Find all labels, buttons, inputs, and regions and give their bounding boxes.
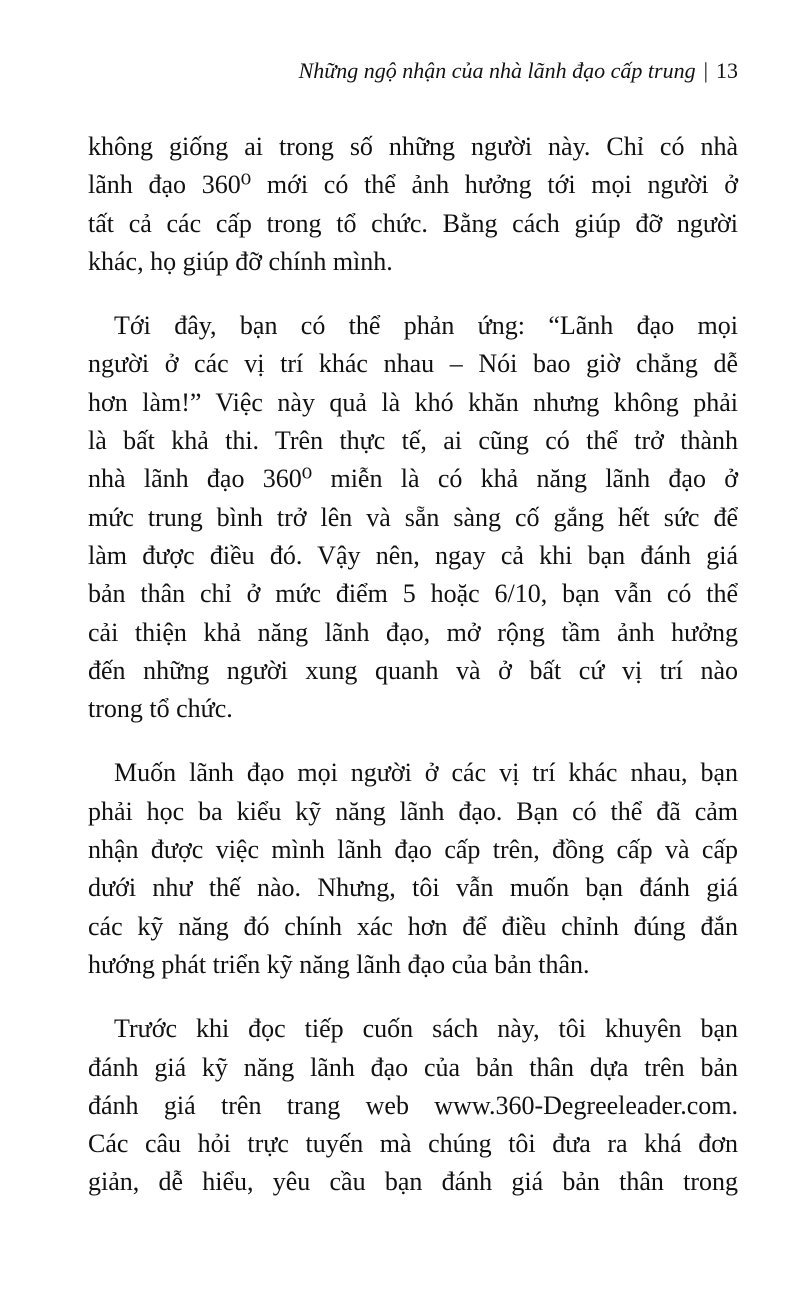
header-separator: | (703, 58, 708, 83)
text-line: Các câu hỏi trực tuyến mà chúng tôi đưa ra khá đơn (88, 1129, 738, 1159)
text-line: khác, họ giúp đỡ chính mình. (88, 246, 393, 276)
text-line: đánh giá trên trang web www.360-Degreeleader.com. (88, 1090, 738, 1120)
text-line: người ở các vị trí khác nhau – Nói bao giờ chẳng dễ (88, 349, 738, 379)
running-header (299, 58, 738, 84)
text-line: bản thân chỉ ở mức điểm 5 hoặc 6/10, bạn vẫn có thể (88, 579, 738, 609)
paragraph (88, 307, 738, 728)
paragraph (88, 754, 738, 984)
text-line: không giống ai trong số những người này. Chỉ có nhà (88, 132, 738, 161)
page-number: 13 (716, 58, 738, 83)
text-line: là bất khả thi. Trên thực tế, ai cũng có thể trở thành (88, 426, 738, 456)
running-title: Những ngộ nhận của nhà lãnh đạo cấp trung (298, 58, 696, 83)
text-line: phải học ba kiểu kỹ năng lãnh đạo. Bạn có thể đã cảm (88, 796, 738, 826)
text-line: dưới như thế nào. Nhưng, tôi vẫn muốn bạn đánh giá (88, 873, 738, 903)
text-line: trong tổ chức. (88, 694, 233, 724)
text-line: đánh giá kỹ năng lãnh đạo của bản thân dựa trên bản (88, 1052, 738, 1082)
text-line: giản, dễ hiểu, yêu cầu bạn đánh giá bản thân trong (88, 1167, 738, 1197)
text-line: nhà lãnh đạo 360⁰ miễn là có khả năng lãnh đạo ở (88, 464, 738, 494)
paragraph (88, 1010, 738, 1201)
text-line: hơn làm!” Việc này quả là khó khăn nhưng không phải (88, 387, 738, 417)
text-line: nhận được việc mình lãnh đạo cấp trên, đồng cấp và cấp (88, 835, 738, 865)
text-line: các kỹ năng đó chính xác hơn để điều chỉnh đúng đắn (88, 911, 738, 941)
text-line: hướng phát triển kỹ năng lãnh đạo của bản thân. (88, 949, 590, 979)
text-line: lãnh đạo 360⁰ mới có thể ảnh hưởng tới mọi người ở (88, 170, 738, 200)
text-line: Muốn lãnh đạo mọi người ở các vị trí khác nhau, bạn (114, 758, 738, 788)
text-line: làm được điều đó. Vậy nên, ngay cả khi bạn đánh giá (88, 540, 738, 570)
text-line: đến những người xung quanh và ở bất cứ vị trí nào (88, 655, 738, 685)
text-line: Tới đây, bạn có thể phản ứng: “Lãnh đạo mọi (114, 311, 738, 341)
text-line: cải thiện khả năng lãnh đạo, mở rộng tầm ảnh hưởng (88, 617, 738, 647)
text-line: tất cả các cấp trong tổ chức. Bằng cách giúp đỡ người (88, 208, 738, 238)
page-body (88, 128, 738, 1228)
paragraph (88, 128, 738, 281)
text-line: mức trung bình trở lên và sẵn sàng cố gắng hết sức để (88, 502, 738, 532)
text-line: Trước khi đọc tiếp cuốn sách này, tôi khuyên bạn (114, 1014, 738, 1044)
